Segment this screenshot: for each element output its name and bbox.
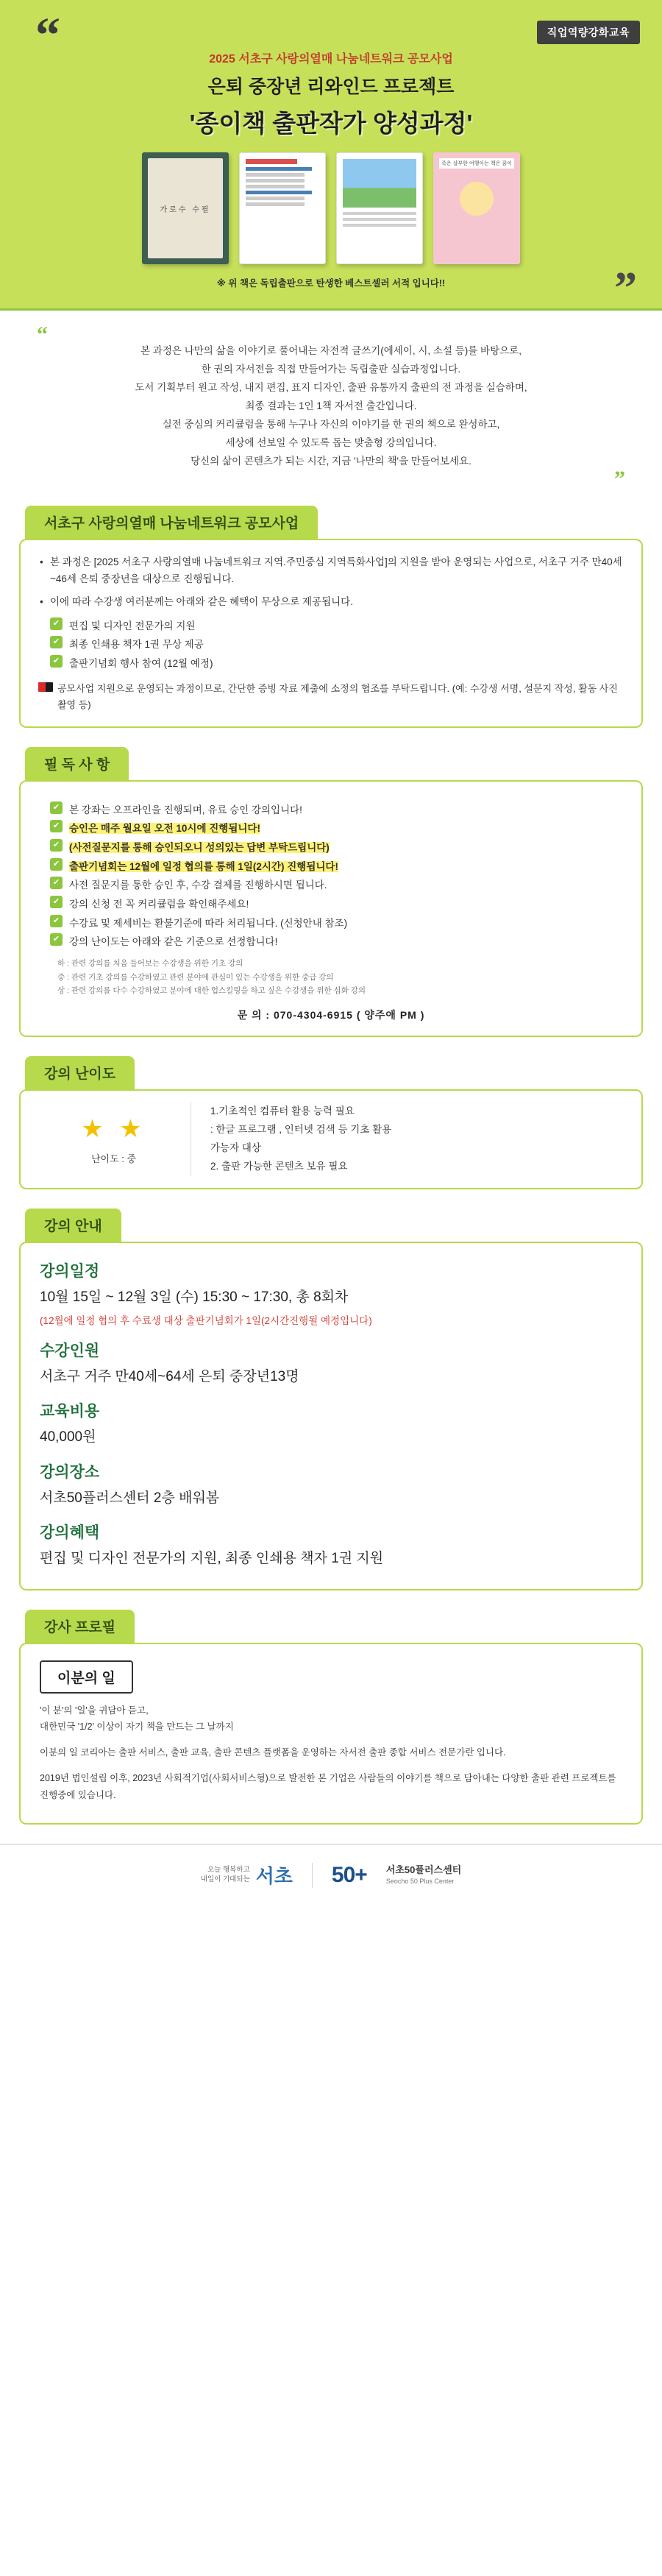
- intro-line-1: 한 권의 자서전을 직접 만들어가는 독립출판 실습과정입니다.: [201, 363, 461, 375]
- intro-block: [0, 308, 662, 506]
- guide-heading-benefit: 강의혜택: [40, 1524, 100, 1542]
- footer-divider: [312, 1863, 313, 1888]
- book-cover-gallery: [22, 152, 640, 264]
- intro-line-3: 최종 결과는 1인 1책 자서전 출간입니다.: [245, 400, 417, 411]
- category-badge: 직업역량강화교육: [537, 21, 640, 44]
- book-cover-3: [336, 152, 423, 264]
- inquiry-contact: 문 의 : 070-4304-6915 ( 양주애 PM ): [237, 1009, 425, 1022]
- book-cover-1: [142, 152, 229, 264]
- intro-line-5: 세상에 선보일 수 있도록 돕는 맞춤형 강의입니다.: [225, 436, 437, 448]
- program-section: [0, 506, 662, 728]
- profile-section-title: 강사 프로필: [25, 1610, 135, 1643]
- program-section-title: 서초구 사랑의열매 나눔네트워크 공모사업: [25, 506, 318, 539]
- requirement-line: 1.기초적인 컴퓨터 활용 능력 필요: [210, 1105, 355, 1117]
- hero-note: ※ 위 책은 독립출판으로 탄생한 베스트셀러 서적 입니다!!: [216, 278, 446, 289]
- guide-value-fee: 40,000원: [40, 1429, 96, 1446]
- must-read-section-title: 필 독 사 항: [25, 747, 129, 780]
- level-requirements: [191, 1103, 625, 1176]
- hero-title-line1: 은퇴 중장년 리와인드 프로젝트: [207, 77, 455, 97]
- instructor-bio-1: 2019년 법인설립 이후, 2023년 사회적기업(사회서비스형)으로 발전한 본 기업은 사람들의 이야기를 책으로 담아내는 다양한 출판 관련 프로젝트를 진행중에 있습니다.: [40, 1772, 616, 1800]
- list-item: ✔ 최종 인쇄용 책자 1권 무상 제공: [50, 635, 624, 654]
- guide-section-title: 강의 안내: [25, 1209, 121, 1242]
- intro-quote-open-icon: “: [37, 322, 48, 347]
- level-section-title: 강의 난이도: [25, 1056, 135, 1089]
- guide-heading-location: 강의장소: [40, 1463, 100, 1481]
- requirement-line: : 한글 프로그램 , 인터넷 검색 등 기초 활용: [210, 1124, 392, 1136]
- list-item: ✔ 수강료 및 제세비는 환불기준에 따라 처리됩니다. (신청안내 참조): [50, 914, 624, 933]
- must-read-list: [50, 801, 624, 952]
- level-criteria-1: 중 : 관련 기초 강의를 수강하였고 관련 분야에 관심이 있는 수강생을 위한 중급 강의: [57, 972, 334, 982]
- requirement-line: 가능자 대상: [210, 1142, 261, 1154]
- guide-heading-capacity: 수강인원: [40, 1342, 100, 1359]
- fifty-plus-logo: 50+: [331, 1862, 367, 1887]
- list-item: ✔ 승인은 매주 월요일 오전 10시에 진행됩니다!: [50, 819, 624, 838]
- instructor-quote-1: 대한민국 '1/2' 이상이 자기 책을 만드는 그 날까지: [40, 1722, 234, 1733]
- guide-section: [0, 1209, 662, 1590]
- guide-note-schedule: (12월에 일정 협의 후 수료생 대상 출판기념회가 1일(2시간진행될 예정입니다): [40, 1314, 372, 1326]
- program-benefit-list: [50, 617, 624, 673]
- guide-value-capacity: 서초구 거주 만40세~64세 은퇴 중장년13명: [40, 1368, 299, 1384]
- center-name-block: [386, 1864, 461, 1886]
- must-read-section: [0, 747, 662, 1038]
- level-criteria-0: 하 : 관련 강의를 처음 들어보는 수강생을 위한 기초 강의: [57, 958, 243, 968]
- list-item: ✔ 강의 신청 전 꼭 커리큘럼을 확인해주세요!: [50, 895, 624, 914]
- intro-quote-close-icon: ”: [614, 466, 625, 491]
- instructor-bio-0: 이분의 일 코리아는 출판 서비스, 출판 교육, 출판 콘텐츠 플랫폼을 운영하는 자서전 출판 종합 서비스 전문가란 입니다.: [40, 1747, 506, 1758]
- book-cover-4-title: 죽은 살부한 여행이는 책은 꿈이: [439, 158, 514, 169]
- seocho-tagline-1: 오늘 행복하고: [207, 1865, 250, 1874]
- seocho-logo-text: 서초: [255, 1865, 293, 1888]
- guide-heading-fee: 교육비용: [40, 1403, 100, 1420]
- guide-heading-schedule: 강의일정: [40, 1263, 100, 1281]
- program-note: [38, 681, 624, 713]
- intro-line-2: 도서 기획부터 원고 작성, 내지 편집, 표지 디자인, 출판 유통까지 출판의 전 과정을 실습하며,: [135, 381, 527, 393]
- list-item: ✔ (사전질문지를 통해 승인되오니 성의있는 답변 부탁드립니다): [50, 838, 624, 857]
- level-section: [0, 1056, 662, 1189]
- list-item: ✔ 편집 및 디자인 전문가의 지원: [50, 617, 624, 636]
- program-bullet-list: [38, 553, 624, 611]
- level-criteria-2: 상 : 관련 강의를 다수 수강하였고 분야에 대한 업스킬링을 하고 싶은 수강생을 위한 심화 강의: [57, 986, 366, 996]
- level-indicator: [37, 1103, 191, 1176]
- guide-value-schedule: 10월 15일 ~ 12월 3일 (수) 15:30 ~ 17:30, 총 8회차: [40, 1289, 349, 1306]
- quote-close-icon: ”: [614, 263, 637, 308]
- center-name-en: Seocho 50 Plus Center: [385, 1878, 455, 1886]
- profile-section: [0, 1610, 662, 1825]
- list-item: ✔ 본 강좌는 오프라인을 진행되며, 유료 승인 강의입니다!: [50, 801, 624, 820]
- list-item: ✔ 출판기념회 행사 참여 (12월 예정): [50, 654, 624, 673]
- seocho-logo: [201, 1861, 293, 1889]
- intro-line-0: 본 과정은 나만의 삶을 이야기로 풀어내는 자전적 글쓰기(에세이, 시, 소설 등)를 바탕으로,: [140, 345, 522, 356]
- quote-open-icon: “: [35, 7, 60, 63]
- star-rating-icon: ★ ★: [81, 1114, 146, 1143]
- intro-line-4: 실전 중심의 커리큘럼을 통해 누구나 자신의 이야기를 한 권의 책으로 완성하고,: [162, 418, 500, 430]
- page-footer: [0, 1844, 662, 1908]
- guide-value-location: 서초50플러스센터 2층 배워봄: [40, 1490, 220, 1506]
- hero-banner: [0, 0, 662, 308]
- list-item: ✔ 출판기념회는 12월에 일정 협의를 통해 1일(2시간) 진행됩니다!: [50, 857, 624, 877]
- book-cover-1-title: 가로수 수필: [160, 205, 211, 214]
- instructor-quote-0: '이 분'의 '일'을 귀담아 듣고,: [40, 1705, 149, 1716]
- guide-value-benefit: 편집 및 디자인 전문가의 지원, 최종 인쇄용 책자 1권 지원: [40, 1551, 384, 1567]
- hero-subtitle: 2025 서초구 사랑의열매 나눔네트워크 공모사업: [209, 53, 453, 66]
- book-cover-4: [433, 152, 520, 264]
- program-note-text: 공모사업 지원으로 운영되는 과정이므로, 간단한 증빙 자료 제출에 소정의 협조를 부탁드립니다. (예: 수강생 서명, 설문지 작성, 활동 사진 촬영 등): [57, 682, 618, 710]
- requirement-line: 2. 출판 가능한 콘텐츠 보유 필요: [210, 1161, 348, 1172]
- level-label: 난이도 : 중: [90, 1153, 137, 1164]
- seocho-tagline-2: 내일이 기대되는: [200, 1875, 250, 1883]
- hero-title-line2: '종이책 출판작가 양성과정': [189, 110, 473, 137]
- list-item: ✔ 사전 질문지를 통한 승인 후, 수강 결제를 진행하시면 됩니다.: [50, 876, 624, 895]
- list-item: • 본 과정은 [2025 서초구 사랑의열매 나눔네트워크 지역.주민중심 지역특화사업]의 지원을 받아 운영되는 사업으로, 서초구 거주 만40세~46세 은퇴 중장년을 대상으로 진행됩니다.: [38, 553, 624, 588]
- instructor-name: 이분의 일: [40, 1660, 133, 1694]
- flag-icon: [38, 682, 53, 692]
- list-item: ✔ 강의 난이도는 아래와 같은 기준으로 선정합니다!: [50, 933, 624, 952]
- book-cover-2: [239, 152, 326, 264]
- center-name: 서초50플러스센터: [385, 1864, 462, 1876]
- intro-line-6: 당신의 삶이 콘텐츠가 되는 시간, 지금 '나만의 책'을 만들어보세요.: [191, 455, 471, 467]
- list-item: • 이에 따라 수강생 여러분께는 아래와 같은 혜택이 무상으로 제공됩니다.: [38, 593, 624, 611]
